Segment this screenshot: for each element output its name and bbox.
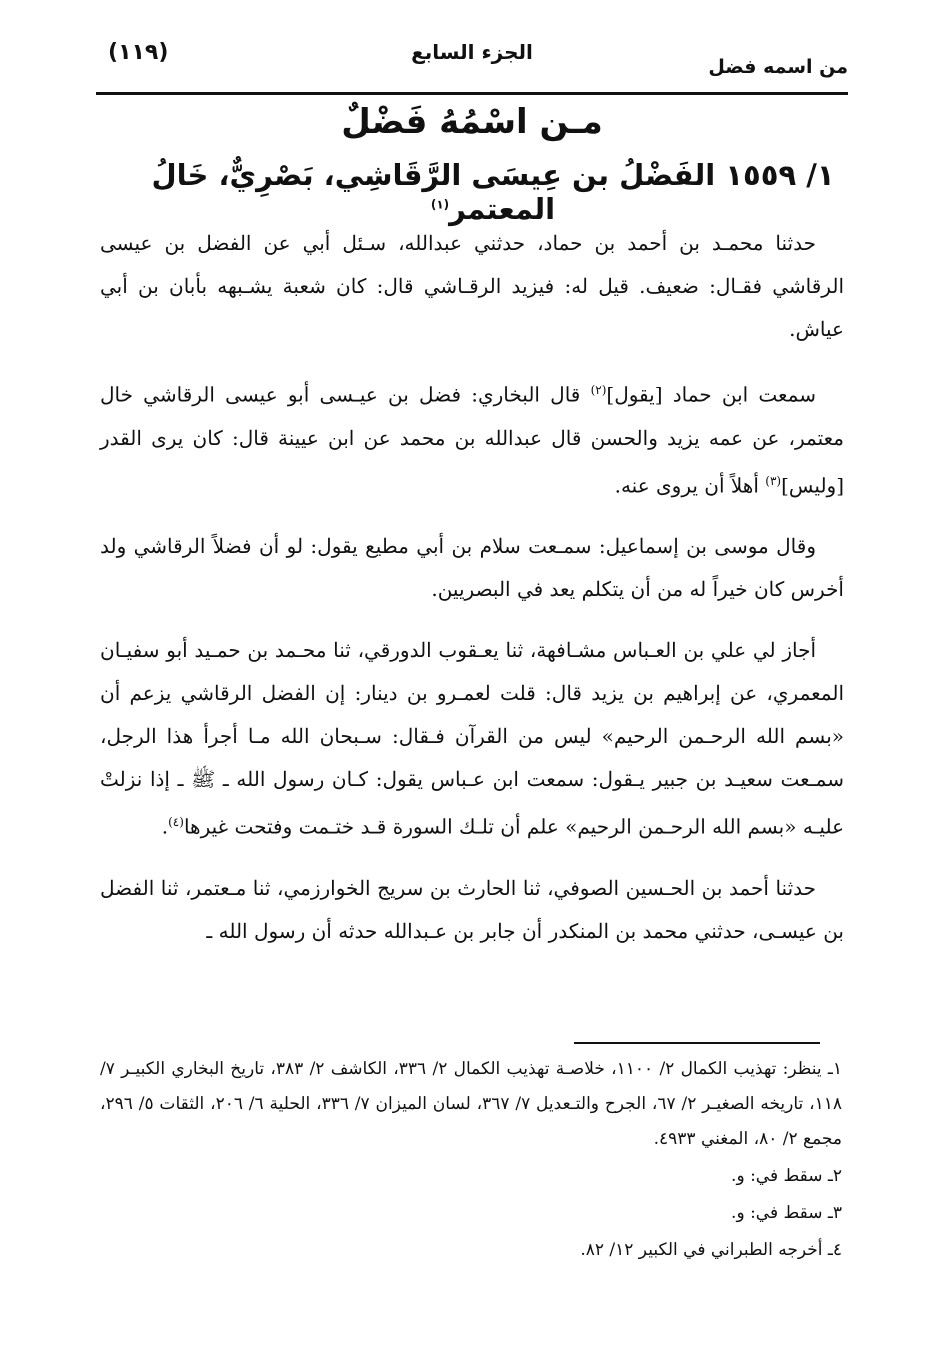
entry-title-text: ١/ ١٥٥٩ الفَضْلُ بن عِيسَى الرَّقَاشِي، بَصْرِيٌّ، خَالُ المعتمر — [151, 158, 835, 226]
paragraph — [100, 369, 844, 507]
paragraph-text: قال البخاري: فضل بن عيـسى أبو عيسى الرقاشي خال معتمر، عن عمه يزيد والحسن قال عبدالله بن محمد عن ابن عيينة قال: كان يرى القدر [وليس] — [100, 382, 844, 498]
page-number: (١١٩) — [108, 40, 169, 65]
footnotes — [100, 1052, 842, 1270]
footnote-ref: (٢) — [590, 383, 607, 397]
footnote-ref: (١) — [430, 197, 450, 212]
paragraph-text: أجاز لي علي بن العـباس مشـافهة، ثنا يعـقوب الدورقي، ثنا محـمد بن حمـيد أبو سفيـان المعمري، عن إبراهيم بن يزيد قال: قلت لعمـرو بن دينار: إن الفضل الرقاشي يزعم أن «بسم الله الرحـمن الرحيم» ليس من القرآن فـقال: سـبحان الله مـا أجرأ هذا الرجل، سمـعت سعيـد بن جبير يـقول: سمعت ابن عـباس يقول: كـان رسول الله ـ ﷺ ـ إذا نزلتْ عليـه «بسم الله الرحـمن الرحيم» علم أن تلـك السورة قـد ختـمت وفتحت غيرها — [100, 638, 844, 839]
paragraph — [100, 525, 844, 611]
entry-title — [140, 158, 846, 226]
paragraph — [100, 867, 844, 953]
paragraph — [100, 629, 844, 849]
running-head-volume: الجزء السابع — [411, 40, 533, 64]
paragraph-text: وقال موسى بن إسماعيل: سمـعت سلام بن أبي مطيع يقول: لو أن فضلاً الرقاشي ولد أخرس كان خيراً له من أن يتكلم يعد في البصريين. — [100, 534, 844, 602]
footnote: ١ـ ينظر: تهذيب الكمال ٢/ ١١٠٠، خلاصـة تهذيب الكمال ٢/ ٣٣٦، الكاشف ٢/ ٣٨٣، تاريخ البخاري الكبيـر ٧/ ١١٨، تاريخه الصغيـر ٢/ ٦٧، الجرح والتـعديل ٧/ ٣٦٧، لسان الميزان ٧/ ٣٣٦، الحلية ٦/ ٢٠٦، الثقات ٥/ ٢٩٦، مجمع ٢/ ٨٠، المغني ٤٩٣٣. — [100, 1059, 842, 1149]
paragraph-text: حدثنا أحمد بن الحـسين الصوفي، ثنا الحارث بن سريج الخوارزمي، ثنا مـعتمر، ثنا الفضل بن عيسـى، حدثني محمد بن المنكدر أن جابر بن عـبدالله حدثه أن رسول الله ـ — [100, 875, 844, 943]
footnote-rule — [574, 1042, 820, 1044]
header-rule — [96, 92, 848, 95]
paragraph-text: . — [161, 814, 169, 839]
paragraph-text: أهلاً أن يروى عنه. — [614, 473, 766, 498]
chapter-title: مـن اسْمُهُ فَضْلٌ — [341, 102, 603, 142]
paragraph — [100, 222, 844, 351]
footnote-ref: (٤) — [168, 815, 184, 830]
footnote: ٤ـ أخرجه الطبراني في الكبير ١٢/ ٨٢. — [580, 1240, 842, 1260]
paragraph-text: حدثنا محمـد بن أحمد بن حماد، حدثني عبدالله، سـئل أبي عن الفضل بن عيسى الرقاشي فقـال: ضعيف. قيل له: فيزيد الرقـاشي قال: كان شعبة يشـبهه بأبان بن أبي عياش. — [100, 231, 844, 341]
running-head-section: من اسمه فضل — [708, 56, 848, 78]
page-header — [96, 36, 848, 84]
footnote-ref: (٣) — [765, 473, 782, 488]
body-text — [100, 222, 844, 971]
footnote: ٢ـ سقط في: و. — [731, 1166, 842, 1186]
paragraph-text: سمعت ابن حماد [يقول] — [606, 382, 817, 407]
footnote: ٣ـ سقط في: و. — [731, 1203, 842, 1223]
